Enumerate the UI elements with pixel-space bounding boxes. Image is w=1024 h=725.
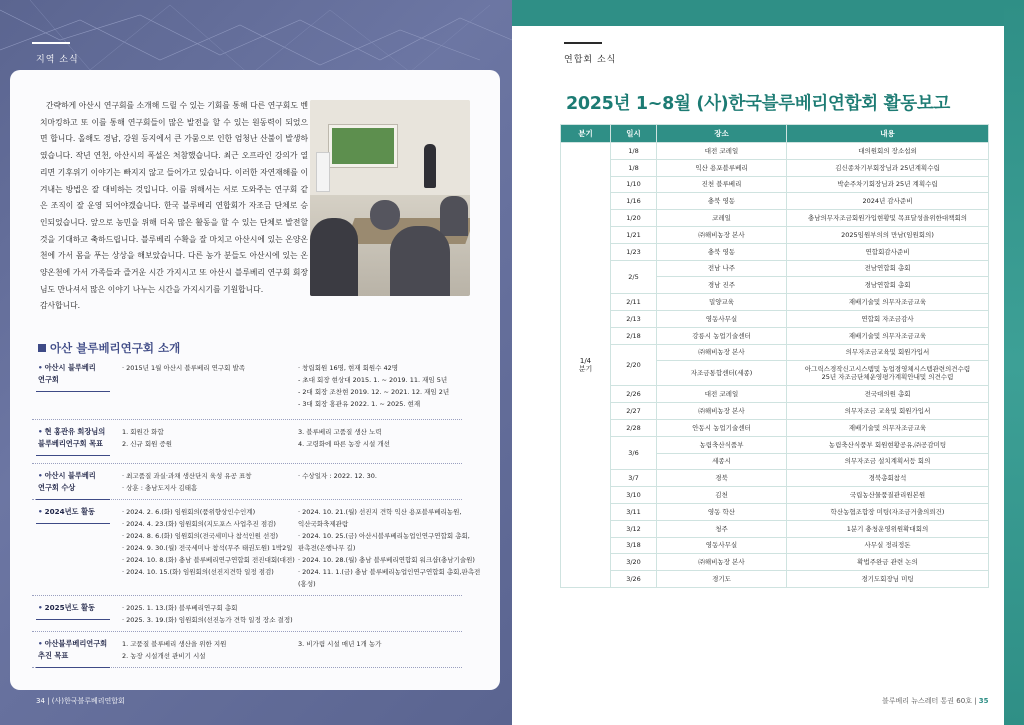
content-cell [787,193,989,210]
place-cell: 강릉시 농업기술센터 [657,327,787,344]
place-cell: 익산 용포블루베리 [657,159,787,176]
content-line: 박순주차기회장님과 25년 계획수립 [837,180,938,189]
content-line: 의무자조금 교육및 회원가입서 [844,407,931,416]
info-row-line: · 2024. 2. 6.(화) 임원회의(품위향상인수인계) [122,508,256,516]
bullet-icon: • [38,471,43,480]
date-cell: 3/6 [611,436,657,470]
content-line: 재배기술및 의무자조금교육 [848,423,927,432]
content-line: 대의원회의 장소섭외 [858,146,917,155]
content-cell [787,419,989,436]
content-line: 아그릭스경작신고시스템및 농업경영체시스템관련의견수렴 [804,365,971,374]
info-row-line: · 2024. 11. 1.(금) 충남 블루베리농업인연구연합회 총회,판촉전 [298,568,481,576]
place-cell: 경북 [657,470,787,487]
content-cell [787,310,989,327]
content-line: 확법주완금 관련 논의 [857,558,918,567]
info-row-label [32,426,118,450]
info-row-line: - 2대 회장 조찬현 2019. 12. ~ 2021. 12. 재임 2년 [298,388,450,396]
table-row [561,554,989,571]
content-line: 2025임원부의의 만남(임원회의) [841,230,934,239]
info-row-line: 2. 농장 시설개선 관비기 시설 [122,652,206,660]
date-cell: 3/10 [611,487,657,504]
content-line: 재배기술및 의무자조금교육 [848,331,927,340]
place-cell: 대전 코레일 [657,386,787,403]
date-cell: 2/5 [611,260,657,294]
place-cell: 코레일 [657,210,787,227]
content-line: 전국대의원 총회 [864,390,911,399]
newsletter-label: 블루베리 뉴스레터 통권 60호 [882,697,972,705]
date-cell: 2/13 [611,310,657,327]
info-row-col1 [122,426,292,450]
place-cell: 충북 영동 [657,243,787,260]
info-row-col1 [122,506,295,578]
info-row-line: · 2024. 4. 23.(화) 임원회의(지도포스 사업추진 점검) [122,520,276,528]
content-line: 전남연합회 총회 [864,264,911,273]
place-cell: 자조금통합센터(세종) [657,361,787,386]
table-row [561,386,989,403]
meeting-photo [310,100,470,296]
place-cell: 진천 블루베리 [657,176,787,193]
info-row-col2 [298,470,468,482]
info-row-line: · 최고품질 과실·과채 생산단지 육성 유공 표창 [122,472,252,480]
place-cell: 충북 영동 [657,193,787,210]
info-row-line: · 수상일자 : 2022. 12. 30. [298,472,377,480]
page-number: 35 [978,697,989,705]
table-row [561,193,989,210]
table-row [561,520,989,537]
info-row-col2 [298,638,468,650]
content-cell [787,453,989,470]
table-row [561,403,989,420]
content-cell [787,294,989,311]
place-cell: ㈜해비농장 본사 [657,226,787,243]
intro-closing: 감사합니다. [40,301,81,311]
place-cell: 밀양교육 [657,294,787,311]
date-cell: 2/18 [611,327,657,344]
table-row [561,143,989,160]
content-line: 사무실 정리정돈 [864,541,911,550]
date-cell: 2/27 [611,403,657,420]
info-row [32,632,462,668]
table-row [561,470,989,487]
content-cell [787,403,989,420]
info-row-label [32,470,118,494]
place-cell: 농림축산식품부 [657,436,787,453]
section-tag-line [32,42,70,44]
content-cell [787,487,989,504]
table-row [561,159,989,176]
table-row [561,327,989,344]
content-line: 의무자조금 설치계획서등 회의 [844,457,931,466]
table-row [561,243,989,260]
content-cell [787,243,989,260]
table-row [561,537,989,554]
intro-paragraph: 간략하게 아산시 연구회를 소개해 드릴 수 있는 기회를 통해 다른 연구회도 벤치마킹하고 또 이를 통해 연구회들이 많은 발전을 할 수 있는 원동력이 되었으면 합니다. 올해도 경남, 강원 등지에서 큰 가뭄으로 인한 엄청난 산불이 발생하였습니다. 작년 연천, 아산시의 폭설은 처참했습니다. 최근 오프라인 강의가 열리면 기후위기 이야기는 빠지지 않고 들어가고 있습니다. 이러한 자연재해를 이겨내는 방법은 잘 대비하는 것입니다. 이를 위해서는 서로 도와주는 연구회 같은 조직이 잘 운영 되어야겠습니다. 한국 블루베리 연합회가 자조금 단체로 승인되었습니다. 앞으로 농민을 위해 더욱 많은 활동을 할 수 있는 단체로 발전할 것을 기대하고 축하드립니다. 블루베리 수확을 잘 마치고 아산시에 있는 온양온천에 가서 몸을 푸는 상상을 해보았습니다. 다른 농가 분들도 아산시에 있는 온양온천에 가서 가족들과 즐거운 시간 가지시고 또 아산시 블루베리 연구회 회장님도 만나셔서 많은 이야기 나누는 시간을 가지시기를 기원합니다. [40,101,308,294]
content-line: 경기도회장님 미팅 [861,575,914,584]
table-row [561,226,989,243]
info-row-line: · 2024. 8. 6.(화) 임원회의(전국세미나 참석인원 선정) [122,532,279,540]
content-cell [787,571,989,588]
info-row-line: · 2024. 10. 28.(월) 충남 블루베리연합회 워크샵(충남기술원) [298,556,475,564]
info-row-col2 [298,506,481,590]
info-row-line: 3. 비가림 시설 매년 1개 농가 [298,640,382,648]
content-cell [787,470,989,487]
bullet-icon: • [38,507,43,516]
place-cell: ㈜해비농장 본사 [657,554,787,571]
info-row-label-line: 현 홍관유 회장님의 [44,427,106,436]
table-row [561,487,989,504]
info-row [32,596,462,632]
info-table [32,356,481,668]
info-row-line: 1. 고품질 블루베리 생산을 위한 지원 [122,640,227,648]
content-line: 연합회감사준비 [865,247,910,256]
info-row-line: · 2024. 10. 25.(금) 아산시블루베리농업인연구연합회 총회, [298,532,470,540]
right-page [512,0,1024,725]
content-line: 1분기 충청운영위원확대회의 [846,524,929,533]
header-place: 장소 [657,125,787,143]
info-row-label-line: 2025년도 활동 [44,603,95,612]
section-label: 연합회 소식 [564,55,617,65]
content-cell [787,176,989,193]
place-cell: ㈜해비농장 본사 [657,403,787,420]
date-cell: 2/11 [611,294,657,311]
info-row [32,500,481,596]
table-row [561,503,989,520]
content-cell [787,226,989,243]
info-row-line: - 3대 회장 홍관유 2022. 1. ~ 2025. 현재 [298,400,421,408]
date-cell: 3/11 [611,503,657,520]
place-cell: ㈜해비농장 본사 [657,344,787,361]
quarter-label: 1/4 [579,356,592,365]
place-cell: 대전 코레일 [657,143,787,160]
section-tag-line [564,42,602,44]
place-cell: 세종시 [657,453,787,470]
info-row [32,420,462,464]
side-accent-strip [1004,0,1024,725]
info-row-label-line: 아산시 블루베리 [44,363,96,372]
table-row [561,436,989,453]
content-line: 경북총회참석 [868,474,907,483]
table-row [561,260,989,277]
table-row [561,294,989,311]
activity-table-body [561,143,989,588]
activity-table [560,124,989,588]
left-content-card [10,70,500,690]
table-row [561,571,989,588]
header-content: 내용 [787,125,989,143]
info-row [32,356,462,420]
info-row-label-line: 연구회 [38,375,59,384]
info-row [32,464,462,500]
top-accent-strip [512,0,1024,26]
date-cell: 1/20 [611,210,657,227]
place-cell: 경기도 [657,571,787,588]
info-row-label-line: 연구회 수상 [38,483,76,492]
content-cell [787,210,989,227]
info-row-line: · 2024. 9. 30.(월) 전국세미나 참석(무주 태권도원) 1박2일 [122,544,293,552]
content-cell [787,260,989,277]
date-cell: 3/26 [611,571,657,588]
right-footer: 블루베리 뉴스레터 통권 60호 | 35 [882,697,989,705]
content-line: 김신종차기부회장님과 25년계획수립 [835,163,940,172]
date-cell: 2/28 [611,419,657,436]
table-row [561,176,989,193]
content-line: 재배기술및 의무자조금교육 [848,298,927,307]
info-row-label [32,638,118,662]
quarter-cell [561,143,611,588]
content-line: 농림축산식품부 회원현황공유,㈜공감미팅 [828,440,947,449]
square-bullet-icon [38,344,46,352]
info-row-line: · 창립회원 16명, 현재 회원수 42명 [298,364,399,372]
bullet-icon: • [38,363,43,372]
place-cell: 영동사무실 [657,537,787,554]
date-cell: 3/7 [611,470,657,487]
info-row-line: · 2024. 10. 21.(월) 선진지 견학 익산 용포블루베리농원, [298,508,462,516]
bullet-icon: • [38,639,43,648]
info-row-label [32,506,118,518]
content-cell [787,344,989,361]
left-footer: 34 | (사)한국블루베리연합회 [36,697,125,705]
place-cell: 경남 진주 [657,277,787,294]
info-row-line: 익산국화축제관람 [298,520,349,528]
table-row [561,210,989,227]
intro-text [40,98,308,315]
date-cell: 1/8 [611,143,657,160]
date-cell: 2/20 [611,344,657,386]
table-row [561,419,989,436]
info-row-label-line: 아산시 블루베리 [44,471,96,480]
info-row-label [32,602,118,614]
info-row-line: · 2024. 10. 8.(화) 충남 블루베리연구연합회 전진대회(대전) [122,556,295,564]
section-label: 지역 소식 [36,55,79,65]
info-row-line: 2. 신규 회원 증원 [122,440,173,448]
content-cell [787,436,989,453]
info-row-label-line: 추진 목표 [38,651,69,660]
content-line: 국립농산물품질관리원본원 [849,491,926,500]
quarter-label: 분기 [578,364,593,373]
info-row-col2 [298,362,468,410]
content-line: 의무자조금교육및 회원가입서 [845,348,930,357]
content-line: 경남연합회 총회 [864,281,911,290]
content-line: 25년 자조금단체운영평가계획안내및 의견수렴 [821,373,954,382]
info-row-label-line: 2024년도 활동 [44,507,95,516]
info-row-col1 [122,470,292,494]
info-row-line: 4. 고령화에 따른 농장 시설 개선 [298,440,390,448]
table-row [561,344,989,361]
place-cell: 안동시 농업기술센터 [657,419,787,436]
date-cell: 3/12 [611,520,657,537]
content-cell [787,327,989,344]
date-cell: 3/18 [611,537,657,554]
date-cell: 1/8 [611,159,657,176]
content-cell [787,386,989,403]
date-cell: 3/20 [611,554,657,571]
content-line: 연합회 자조금감사 [861,314,914,323]
content-cell [787,277,989,294]
content-cell [787,554,989,571]
table-row [561,310,989,327]
info-row-col1 [122,602,292,626]
info-row-col1 [122,638,292,662]
bullet-icon: • [38,603,43,612]
content-cell [787,520,989,537]
info-row-col1 [122,362,292,374]
page-title: 2025년 1~8월 (사)한국블루베리연합회 활동보고 [565,94,951,114]
content-line: 충남의무자조금회원가입현황및 목표달성을위한대책회의 [807,214,968,223]
content-line: 학산농협조합장 미팅(자조금거출의뢰건) [830,507,945,516]
info-row-line: - 초대 회장 현상대 2015. 1. ~ 2019. 11. 재임 5년 [298,376,448,384]
info-row-line: · 2025. 3. 19.(화) 임원회의(선진농가 견학 일정 장소 결정) [122,616,293,624]
content-cell [787,143,989,160]
intro-heading [38,340,180,356]
background-pattern [0,0,512,80]
info-row-line: · 2025. 1. 13.(화) 블루베리연구회 총회 [122,604,238,612]
content-cell [787,159,989,176]
date-cell: 1/23 [611,243,657,260]
content-cell [787,503,989,520]
info-row-col2 [298,426,468,450]
place-cell: 영동 학산 [657,503,787,520]
info-row-label [32,362,118,386]
header-quarter: 분기 [561,125,611,143]
info-row-line: · 상훈 : 충남도지사 김태흠 [122,484,198,492]
info-row-line: 3. 블루베리 고품질 생산 노력 [298,428,382,436]
info-row-line: · 2024. 10. 15.(화) 임원회의(선진지견학 일정 점검) [122,568,274,576]
date-cell: 1/21 [611,226,657,243]
content-line: 2024년 감사준비 [862,197,913,206]
info-row-line: 판촉전(은행나무 길) [298,544,356,552]
intro-heading-text: 아산 블루베리연구회 소개 [50,341,181,355]
table-header-row [561,125,989,143]
info-row-line: · 2015년 1월 아산시 블루베리 연구회 발족 [122,364,246,372]
info-row-label-line: 블루베리연구회 목표 [38,439,103,448]
bullet-icon: • [38,427,43,436]
info-row-line: 1. 회원간 화합 [122,428,164,436]
date-cell: 1/10 [611,176,657,193]
info-row-line: (홍성) [298,580,316,588]
content-cell [787,537,989,554]
date-cell: 2/26 [611,386,657,403]
place-cell: 청주 [657,520,787,537]
place-cell: 전남 나주 [657,260,787,277]
content-cell [787,361,989,386]
info-row-label-line: 아산블루베리연구회 [44,639,108,648]
place-cell: 영동사무실 [657,310,787,327]
date-cell: 1/16 [611,193,657,210]
header-date: 일시 [611,125,657,143]
place-cell: 김천 [657,487,787,504]
